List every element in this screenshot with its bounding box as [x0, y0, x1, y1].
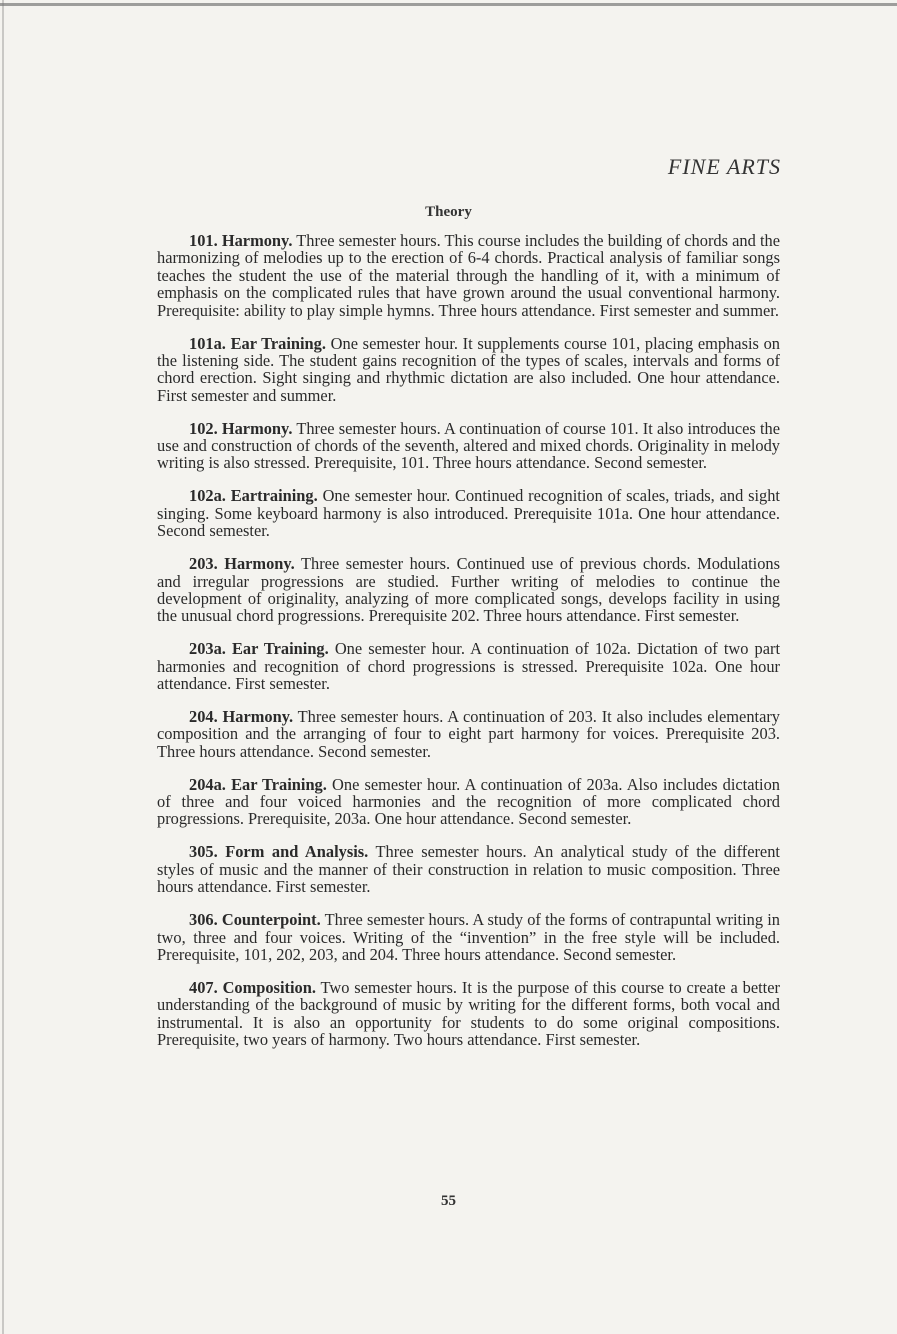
course-name: Ear Training.: [231, 774, 327, 794]
course-number: 102.: [189, 418, 218, 438]
course-description: Three semester hours. An analytical study of the different styles of music and the manner of their construction in relation to music composition. Three hours attendance. First semester.: [157, 842, 780, 897]
course-entry: [157, 708, 780, 760]
course-entry: [157, 776, 780, 828]
course-description: One semester hour. It supplements course 101, placing emphasis on the listening side. The student gains recognition of the types of scales, intervals and forms of chord erection. Sight singing and rhythmic dictation are also included. One hour attendance. First semester and summer.: [157, 333, 780, 405]
course-name: Ear Training.: [230, 333, 326, 353]
course-number: 203a.: [189, 639, 226, 659]
course-number: 305.: [189, 842, 218, 862]
course-name: Eartraining.: [230, 486, 318, 506]
course-number: 306.: [189, 910, 218, 930]
course-description: One semester hour. A continuation of 102a. Dictation of two part harmonies and recognition of chord progressions is stressed. Prerequisite 102a. One hour attendance. First semester.: [157, 639, 780, 694]
course-entry: [157, 487, 780, 539]
course-description: One semester hour. A continuation of 203a. Also includes dictation of three and four voiced harmonies and the recognition of more complicated chord progressions. Prerequisite, 203a. One hour attendance. Second semester.: [157, 774, 780, 829]
course-entry: [157, 420, 780, 472]
course-entry: [157, 232, 780, 319]
page-number: 55: [441, 1193, 456, 1209]
left-edge-rule: [2, 0, 4, 1334]
course-name: Harmony.: [224, 554, 295, 574]
course-description: Three semester hours. This course includes the building of chords and the harmonizing of melodies up to the erection of 6-4 chords. Practical analysis of familiar songs teaches the student the use of the material through the handling of it, with a minimum of emphasis on the complicated rules that have grown around the usual conventional harmony. Prerequisite: ability to play simple hymns. Three hours attendance. First semester and summer.: [157, 231, 780, 320]
course-name: Form and Analysis.: [225, 842, 369, 862]
course-name: Ear Training.: [232, 639, 329, 659]
course-number: 203.: [189, 554, 218, 574]
course-number: 407.: [189, 977, 218, 997]
course-description: Three semester hours. A continuation of course 101. It also introduces the use and construction of chords of the seventh, altered and mixed chords. Originality in melody writing is also stressed. Prerequisite, 101. Three hours attendance. Second semester.: [157, 418, 780, 473]
course-name: Harmony.: [221, 418, 293, 438]
page-header: FINE ARTS: [667, 154, 781, 179]
course-number: 101.: [189, 231, 218, 250]
course-number: 204a.: [189, 774, 226, 794]
course-number: 102a.: [189, 486, 226, 506]
course-description: Three semester hours. Continued use of previous chords. Modulations and irregular progressions are studied. Further writing of melodies to continue the development of originality, analyzing of more complicated songs, develops facility in using the unusual chord progressions. Prerequisite 202. Three hours attendance. First semester.: [157, 554, 780, 626]
course-description: One semester hour. Continued recognition of scales, triads, and sight singing. Some keyboard harmony is also introduced. Prerequisite 101a. One hour attendance. Second semester.: [157, 486, 780, 541]
course-description: Three semester hours. A study of the forms of contrapuntal writing in two, three and four voices. Writing of the “invention” in the free style will be included. Prerequisite, 101, 202, 203, and 204. Three hours attendance. Second semester.: [157, 910, 780, 964]
course-number: 101a.: [189, 333, 226, 353]
course-list: [157, 232, 780, 1064]
course-entry: [157, 555, 780, 625]
section-title: Theory: [425, 204, 472, 220]
course-number: 204.: [189, 706, 218, 726]
course-entry: [157, 640, 780, 692]
course-entry: [157, 979, 780, 1049]
course-description: Three semester hours. A continuation of 203. It also includes elementary composition and the arranging of four to eight part harmony for voices. Prerequisite 203. Three hours attendance. Second semester.: [157, 706, 780, 761]
course-name: Harmony.: [221, 231, 293, 250]
course-name: Harmony.: [222, 706, 294, 726]
course-description: Two semester hours. It is the purpose of this course to create a better understanding of the background of music by writing for the different forms, both vocal and instrumental. It is also an opportunity for students to do some original compositions. Prerequisite, two years of harmony. Two hours attendance. First semester.: [157, 977, 780, 1050]
course-entry: [157, 335, 780, 405]
course-name: Counterpoint.: [221, 910, 321, 930]
course-name: Composition.: [222, 977, 316, 997]
course-entry: [157, 911, 780, 963]
course-entry: [157, 843, 780, 895]
top-edge-rule: [0, 3, 897, 6]
